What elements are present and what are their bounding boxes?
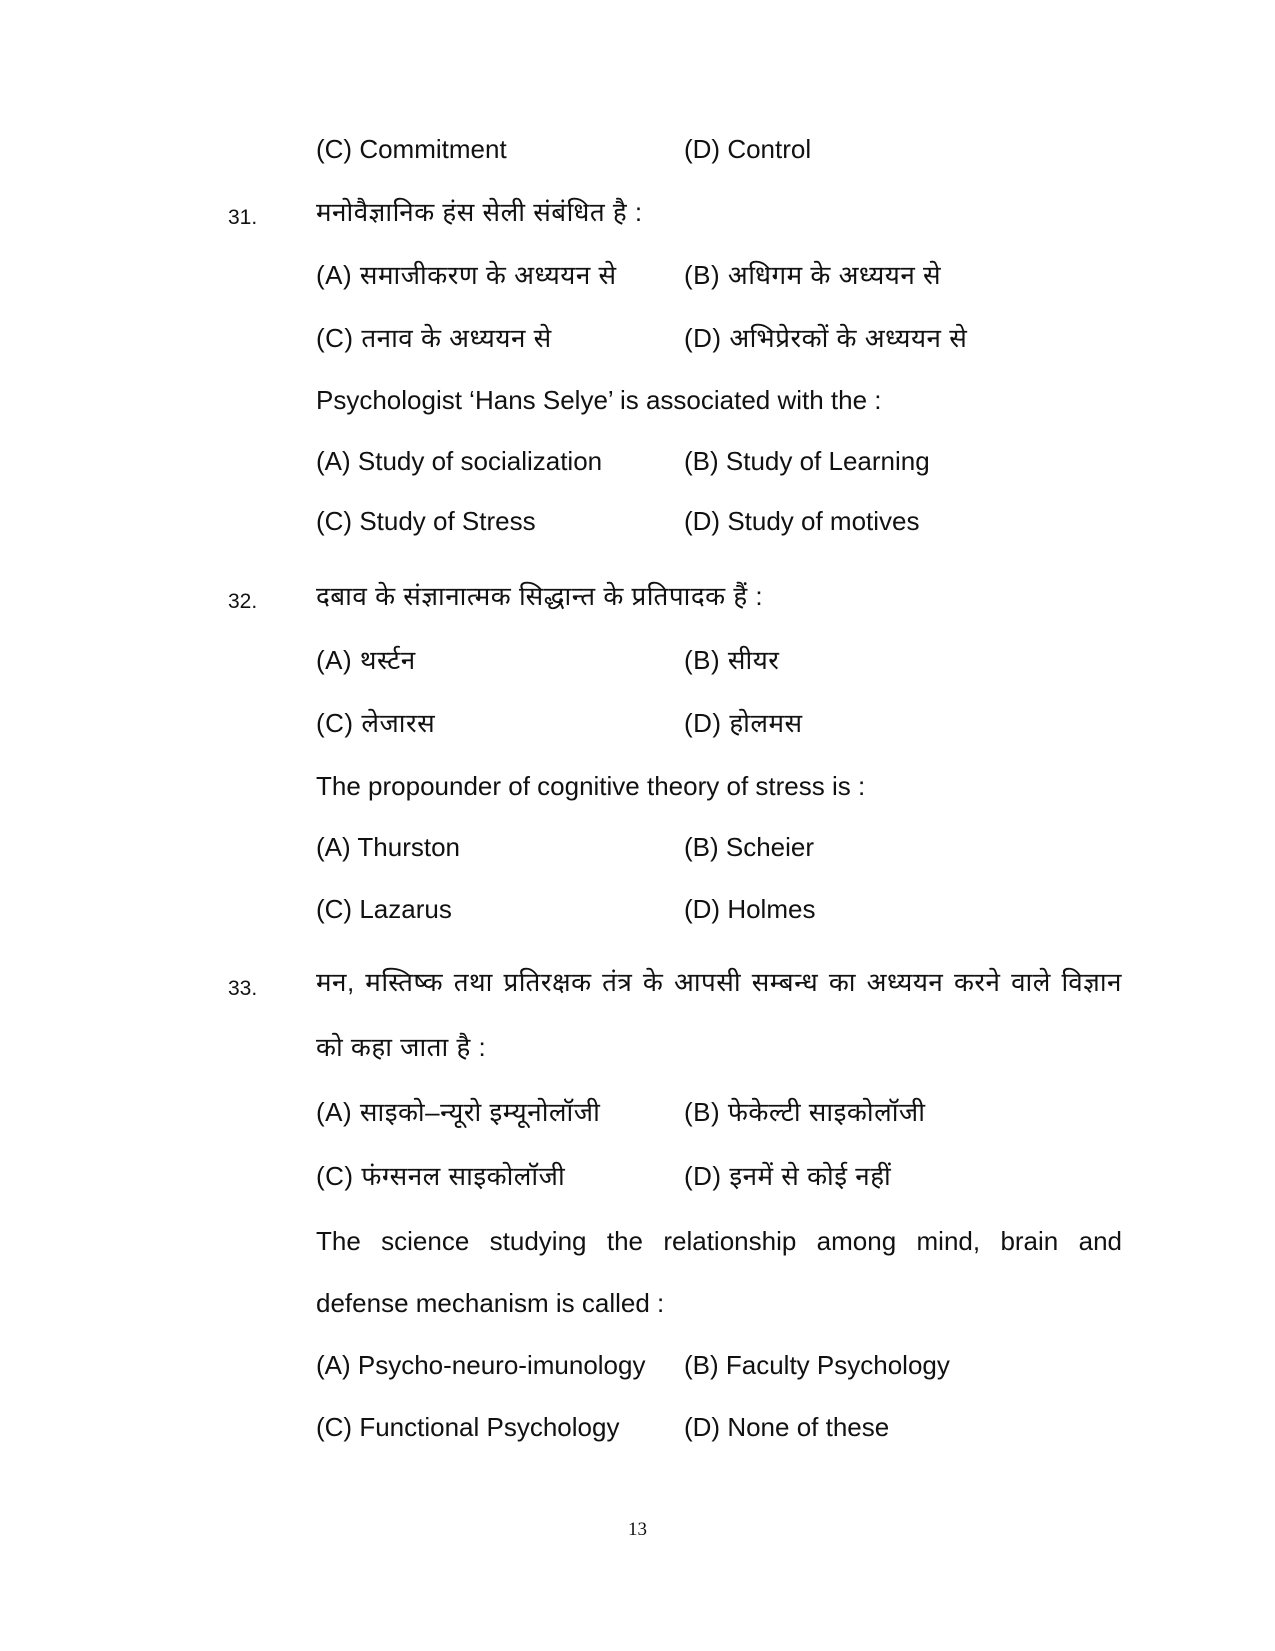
q32-hindi-option-a: (A) थर्स्टन — [316, 645, 416, 675]
q33-english-option-d: (D) None of these — [684, 1412, 890, 1442]
q31-english-option-b: (B) Study of Learning — [684, 446, 930, 476]
q33-hindi-question-line-1: मन, मस्तिष्क तथा प्रतिरक्षक तंत्र के आपसी सम्बन्ध का अध्ययन करने वाले विज्ञान — [316, 967, 1122, 997]
prev-option-d: (D) Control — [684, 134, 812, 164]
q31-hindi-option-d: (D) अभिप्रेरकों के अध्ययन से — [684, 323, 968, 353]
q31-english-option-c: (C) Study of Stress — [316, 506, 536, 536]
q32-hindi-option-b: (B) सीयर — [684, 645, 780, 675]
q32-english-option-a: (A) Thurston — [316, 832, 461, 862]
q31-english-question: Psychologist ‘Hans Selye’ is associated with the : — [316, 385, 882, 415]
question-number-31: 31. — [228, 206, 258, 229]
prev-option-c: (C) Commitment — [316, 134, 507, 164]
question-number-33: 33. — [228, 977, 258, 1000]
q33-english-question-line-2: defense mechanism is called : — [316, 1288, 665, 1318]
q31-english-option-a: (A) Study of socialization — [316, 446, 603, 476]
q32-english-option-d: (D) Holmes — [684, 894, 816, 924]
question-number-32: 32. — [228, 590, 258, 613]
q33-hindi-question-line-2: को कहा जाता है : — [316, 1032, 487, 1062]
q33-hindi-option-a: (A) साइको–न्यूरो इम्यूनोलॉजी — [316, 1097, 601, 1127]
q31-hindi-option-c: (C) तनाव के अध्ययन से — [316, 323, 552, 353]
q32-english-option-b: (B) Scheier — [684, 832, 815, 862]
q32-english-question: The propounder of cognitive theory of stress is : — [316, 771, 866, 801]
q32-english-option-c: (C) Lazarus — [316, 894, 452, 924]
q33-english-question-line-1: The science studying the relationship among mind, brain and — [316, 1226, 1122, 1256]
q33-hindi-option-d: (D) इनमें से कोई नहीं — [684, 1161, 892, 1191]
q32-hindi-question: दबाव के संज्ञानात्मक सिद्धान्त के प्रतिपादक हैं : — [316, 581, 764, 611]
q33-hindi-option-c: (C) फंग्सनल साइकोलॉजी — [316, 1161, 566, 1191]
q33-english-option-b: (B) Faculty Psychology — [684, 1350, 950, 1380]
q31-hindi-question: मनोवैज्ञानिक हंस सेली संबंधित है : — [316, 197, 643, 227]
q32-hindi-option-c: (C) लेजारस — [316, 708, 436, 738]
page-number: 13 — [628, 1519, 647, 1540]
q31-hindi-option-a: (A) समाजीकरण के अध्ययन से — [316, 260, 617, 290]
q33-hindi-option-b: (B) फेकेल्टी साइकोलॉजी — [684, 1097, 926, 1127]
q32-hindi-option-d: (D) होलमस — [684, 708, 803, 738]
q33-english-option-a: (A) Psycho-neuro-imunology — [316, 1350, 646, 1380]
q31-english-option-d: (D) Study of motives — [684, 506, 920, 536]
q31-hindi-option-b: (B) अधिगम के अध्ययन से — [684, 260, 942, 290]
q33-english-option-c: (C) Functional Psychology — [316, 1412, 620, 1442]
